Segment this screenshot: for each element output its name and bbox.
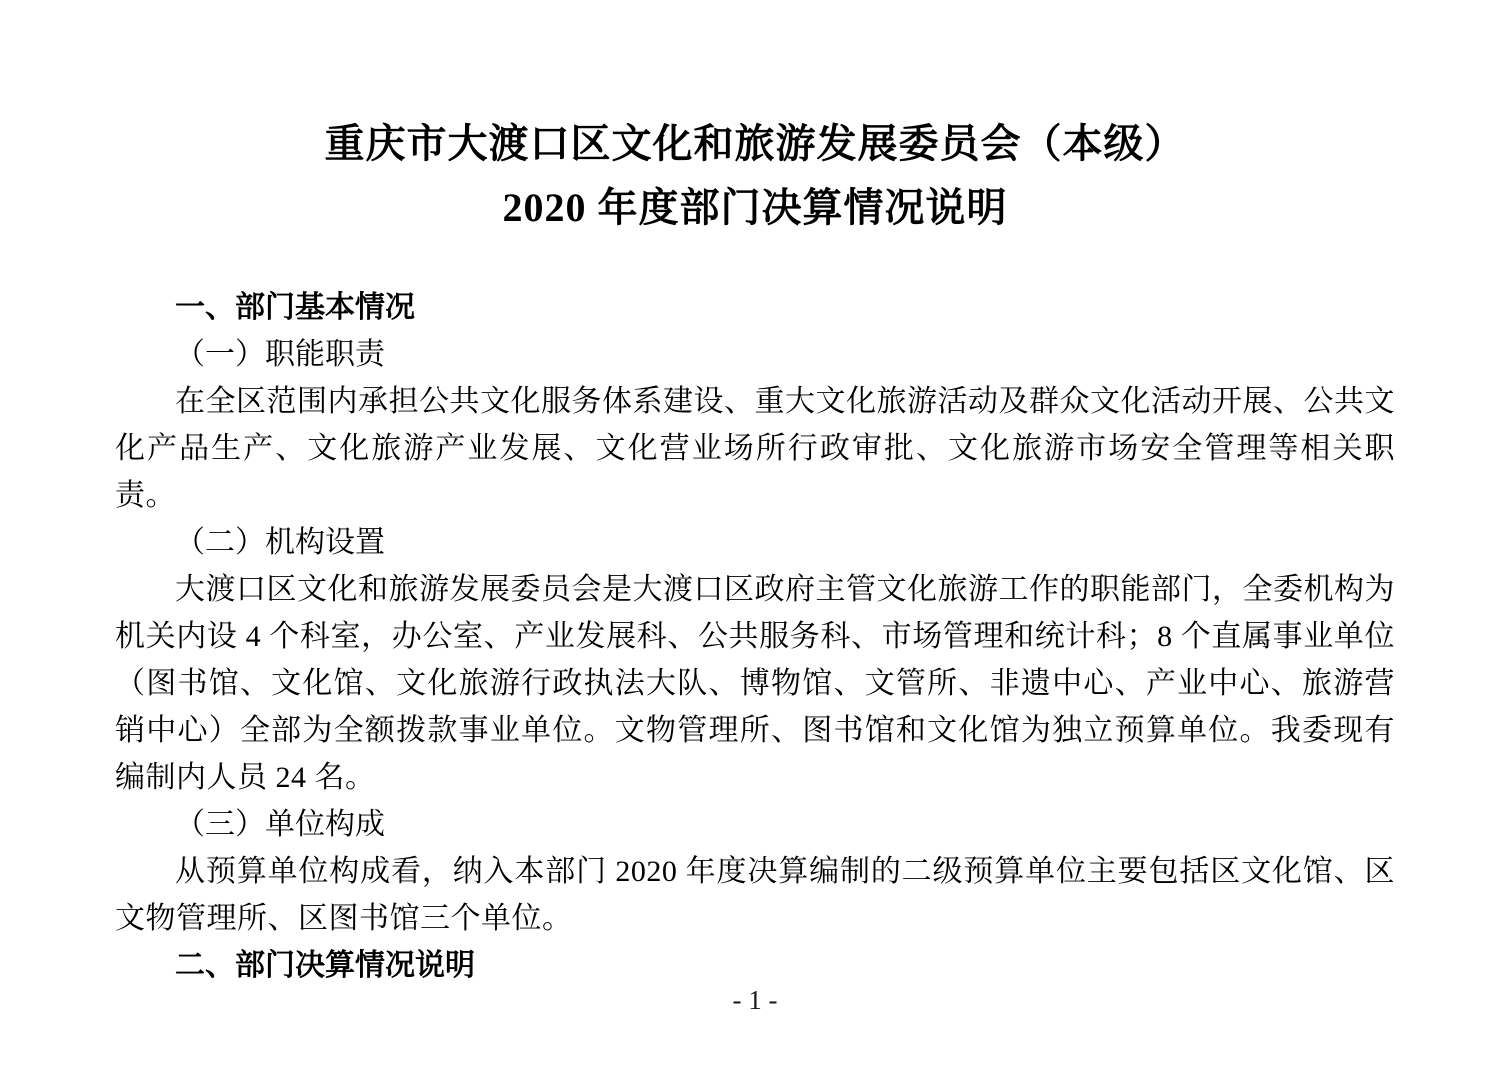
- document-title-line1: 重庆市大渡口区文化和旅游发展委员会（本级）: [324, 121, 1186, 166]
- subsection-heading-duties: （一）职能职责: [175, 338, 385, 371]
- subsection-heading-unit-composition: （三）单位构成: [175, 808, 385, 841]
- section-heading-final-accounts-explanation: 二、部门决算情况说明: [175, 949, 475, 982]
- paragraph-unit-composition: 从预算单位构成看，纳入本部门 2020 年度决算编制的二级预算单位主要包括区文化馆、区文物管理所、区图书馆三个单位。: [115, 855, 1395, 935]
- section-heading-department-basic-info: 一、部门基本情况: [175, 291, 415, 324]
- document-title-line2: 2020 年度部门决算情况说明: [502, 185, 1008, 230]
- subsection-heading-organization-setup: （二）机构设置: [175, 526, 385, 559]
- paragraph-organization-setup: 大渡口区文化和旅游发展委员会是大渡口区政府主管文化旅游工作的职能部门，全委机构为机关内设 4 个科室，办公室、产业发展科、公共服务科、市场管理和统计科；8 个直属事业单位（图书馆、文化馆、文化旅游行政执法大队、博物馆、文管所、非遗中心、产业中心、旅游营销中心）全部为全额拨款事业单位。文物管理所、图书馆和文化馆为独立预算单位。我委现有编制内人员 24 名。: [115, 573, 1395, 794]
- title-spacer: [115, 240, 1395, 284]
- paragraph-duties: 在全区范围内承担公共文化服务体系建设、重大文化旅游活动及群众文化活动开展、公共文化产品生产、文化旅游产业发展、文化营业场所行政审批、文化旅游市场安全管理等相关职责。: [115, 385, 1395, 512]
- page-number: - 1 -: [732, 985, 778, 1015]
